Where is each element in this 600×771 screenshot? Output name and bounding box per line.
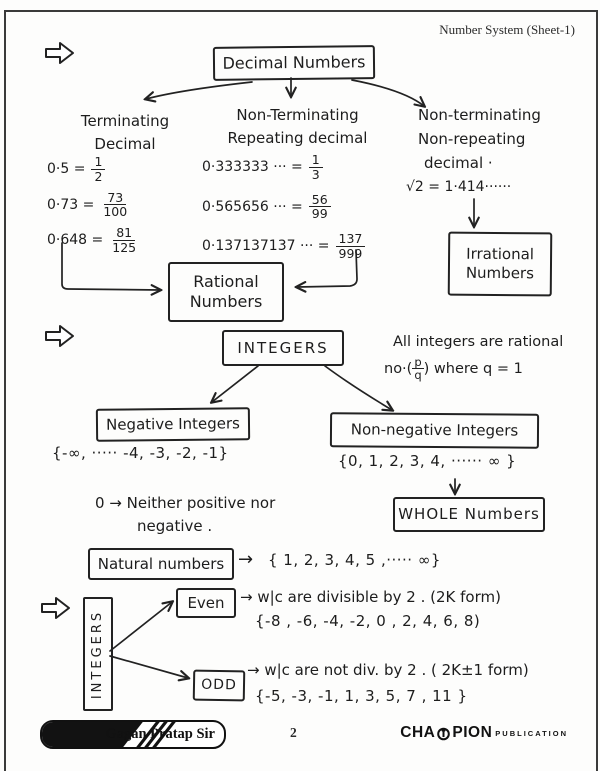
irrational-numbers-box: Irrational Numbers	[448, 232, 553, 297]
integers-box: INTEGERS	[222, 330, 344, 366]
odd-set: {-5, -3, -1, 1, 3, 5, 7 , 11 }	[255, 687, 468, 705]
natural-numbers-box: Natural numbers	[88, 548, 234, 580]
section1-bullet-arrow-icon	[44, 40, 76, 66]
section3-bullet-arrow-icon	[40, 595, 72, 621]
negative-integers-set: {-∞, ····· -4, -3, -2, -1}	[52, 444, 229, 462]
author-name: Gagan Pratap Sir	[105, 726, 215, 742]
irrational-example: √2 = 1·414······	[406, 179, 512, 195]
brand-right: PION	[452, 724, 493, 741]
decimal-numbers-box: Decimal Numbers	[213, 45, 375, 81]
section2-bullet-arrow-icon	[44, 323, 76, 349]
integers-note-line1: All integers are rational	[393, 334, 564, 350]
fraction: $\frac{81}{125}$	[112, 225, 137, 255]
whole-numbers-box: WHOLE Numbers	[393, 497, 545, 532]
fraction: $\frac{1}{2}$	[91, 155, 105, 184]
repeating-examples	[202, 153, 365, 268]
fraction: $\frac{73}{100}$	[103, 189, 128, 220]
pq-fraction: $\frac{p}{q}$	[414, 355, 422, 383]
author-logo	[40, 720, 226, 749]
sheet-title: Number System (Sheet-1)	[439, 22, 575, 37]
integers-note-line2: no·( $\frac{p}{q}$ ) where q = 1	[384, 355, 523, 383]
repeating-title: Non-Terminating Repeating decimal	[227, 106, 368, 147]
terminating-example: 0·5 = $\frac{1}{2}$	[47, 155, 139, 184]
repeating-example: 0·565656 ··· = $\frac{56}{99}$	[202, 193, 365, 222]
terminating-example: 0·648 = $\frac{81}{125}$	[47, 226, 139, 255]
odd-box: ODD	[193, 670, 246, 702]
fraction: $\frac{56}{99}$	[309, 193, 331, 222]
even-box: Even	[176, 588, 236, 618]
non-repeating-title: Non-terminating Non-repeating decimal ·	[418, 106, 541, 172]
odd-description: → w|c are not div. by 2 . ( 2K±1 form)	[247, 661, 529, 679]
fraction: $\frac{1}{3}$	[309, 153, 323, 182]
repeating-example: 0·333333 ··· = $\frac{1}{3}$	[202, 153, 365, 182]
natural-arrow: →	[238, 549, 254, 570]
rational-numbers-box: Rational Numbers	[168, 262, 284, 322]
publisher-brand	[400, 724, 568, 742]
even-set: {-8 , -6, -4, -2, 0 , 2, 4, 6, 8)	[255, 612, 481, 630]
terminating-example: 0·73 = $\frac{73}{100}$	[47, 191, 139, 220]
brand-suffix: PUBLICATION	[495, 728, 568, 738]
terminating-title: Terminating Decimal	[80, 112, 170, 153]
brand-left: CHA	[400, 724, 436, 741]
even-description: → w|c are divisible by 2 . (2K form)	[240, 588, 501, 606]
natural-numbers-set: { 1, 2, 3, 4, 5 ,····· ∞}	[268, 551, 441, 569]
non-negative-integers-box: Non-negative Integers	[330, 412, 539, 448]
champion-logo-icon	[436, 725, 451, 741]
repeating-example: 0·137137137 ··· = $\frac{137}{999}$	[202, 232, 365, 261]
page-number: 2	[290, 725, 297, 740]
terminating-examples	[47, 155, 139, 262]
zero-note: 0 → Neither positive nor negative .	[95, 494, 276, 535]
fraction: $\frac{137}{999}$	[336, 232, 366, 261]
negative-integers-box: Negative Integers	[96, 407, 250, 442]
non-negative-integers-set: {0, 1, 2, 3, 4, ······ ∞ }	[338, 452, 517, 470]
integers-vertical-box: INTEGERS	[83, 597, 113, 711]
